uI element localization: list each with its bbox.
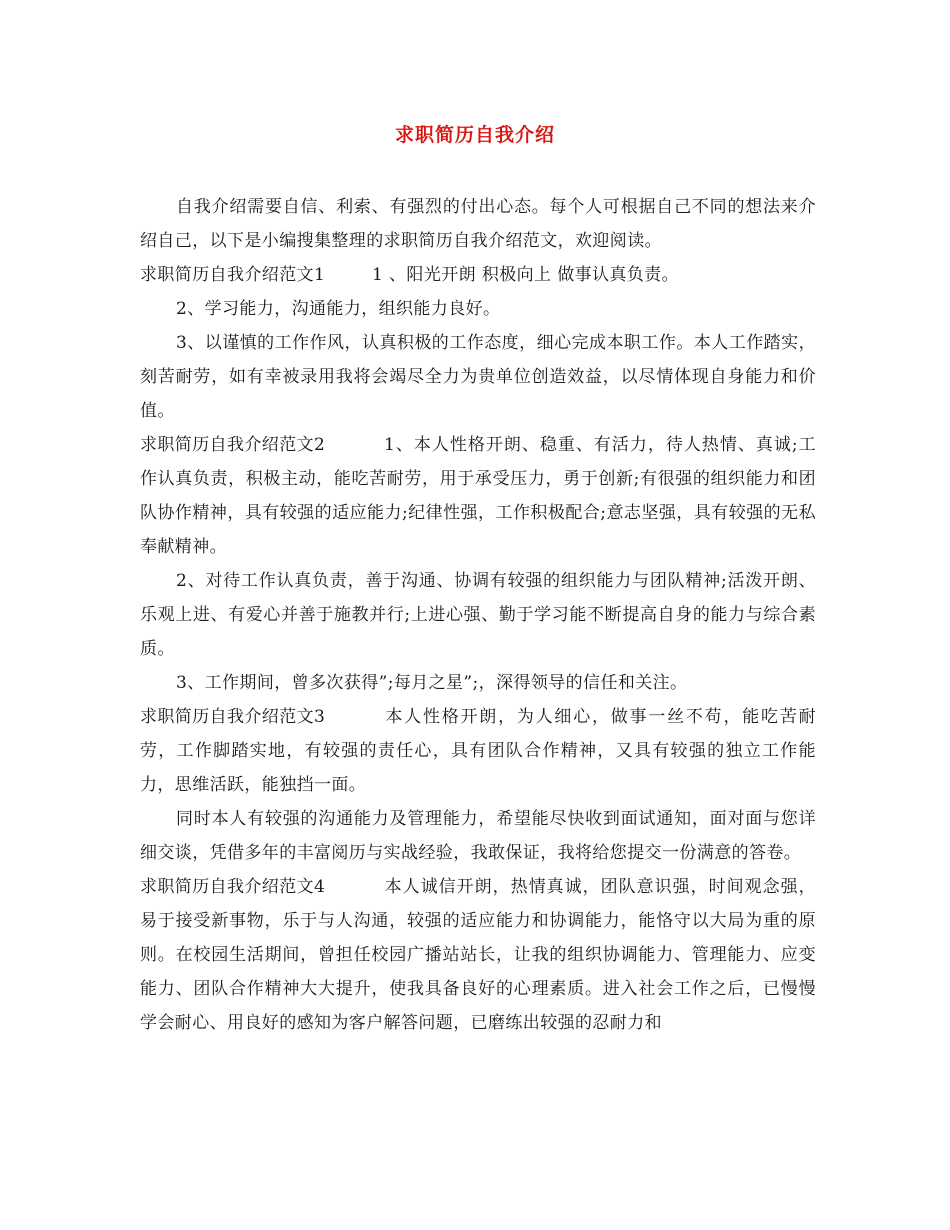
section-text: 本人诚信开朗，热情真诚，团队意识强，时间观念强，易于接受新事物，乐于与人沟通，较强的适应能力和协调能力，能恪守以大局为重的原则。在校园生活期间，曾担任校园广播站站长，让我的组织协调能力、管理能力、应变能力、团队合作精神大大提升，使我具备良好的心理素质。进入社会工作之后，已慢慢学会耐心、用良好的感知为客户解答问题，已磨练出较强的忍耐力和 <box>140 877 816 1033</box>
section-heading: 求职简历自我介绍范文2 <box>140 435 326 455</box>
section-1-first-line <box>140 258 816 292</box>
intro-paragraph: 自我介绍需要自信、利索、有强烈的付出心态。每个人可根据自己不同的想法来介绍自己，以下是小编搜集整理的求职简历自我介绍范文，欢迎阅读。 <box>140 197 816 251</box>
document-title: 求职简历自我介绍 <box>394 124 555 146</box>
section-paragraph: 2、学习能力，沟通能力，组织能力良好。 <box>176 299 501 319</box>
section-3-first-line <box>140 700 816 802</box>
section-text: 1 、阳光开朗 积极向上 做事认真负责。 <box>372 265 680 285</box>
section-text: 1、本人性格开朗、稳重、有活力，待人热情、真诚;工作认真负责，积极主动，能吃苦耐劳，用于承受压力，勇于创新;有很强的组织能力和团队协作精神，具有较强的适应能力;纪律性强，工作积极配合;意志坚强，具有较强的无私奉献精神。 <box>140 435 816 557</box>
section-heading: 求职简历自我介绍范文1 <box>140 265 326 285</box>
section-2-first-line <box>140 428 816 564</box>
document-body <box>140 190 816 1040</box>
section-heading: 求职简历自我介绍范文4 <box>140 877 326 897</box>
section-paragraph: 同时本人有较强的沟通能力及管理能力，希望能尽快收到面试通知，面对面与您详细交谈，凭借多年的丰富阅历与实战经验，我敢保证，我将给您提交一份满意的答卷。 <box>140 809 816 863</box>
section-paragraph: 3、以谨慎的工作作风，认真积极的工作态度，细心完成本职工作。本人工作踏实，刻苦耐劳，如有幸被录用我将会竭尽全力为贵单位创造效益，以尽情体现自身能力和价值。 <box>140 333 816 421</box>
section-4-first-line <box>140 870 816 1040</box>
section-heading: 求职简历自我介绍范文3 <box>140 707 326 727</box>
section-paragraph: 2、对待工作认真负责，善于沟通、协调有较强的组织能力与团队精神;活泼开朗、乐观上进、有爱心并善于施教并行;上进心强、勤于学习能不断提高自身的能力与综合素质。 <box>140 571 816 659</box>
section-text: 本人性格开朗，为人细心，做事一丝不苟，能吃苦耐劳，工作脚踏实地，有较强的责任心，具有团队合作精神，又具有较强的独立工作能力，思维活跃，能独挡一面。 <box>140 707 816 795</box>
section-paragraph: 3、工作期间，曾多次获得”;每月之星”;，深得领导的信任和关注。 <box>176 673 688 693</box>
